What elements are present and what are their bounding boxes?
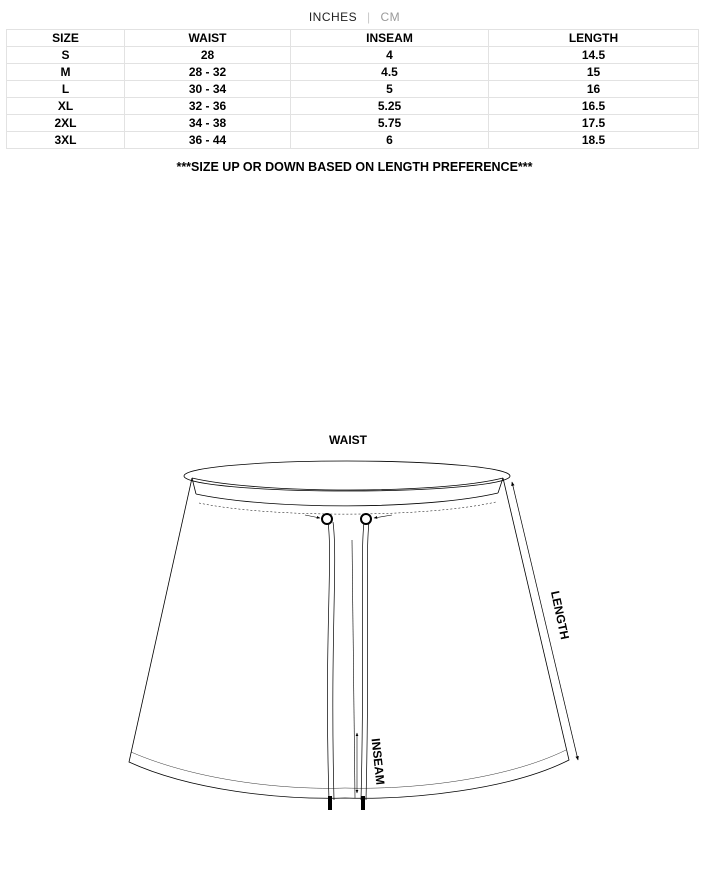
cell-length: 14.5 — [489, 47, 699, 64]
cell-waist: 30 - 34 — [125, 81, 291, 98]
waist-label: WAIST — [329, 433, 367, 447]
unit-inches-tab[interactable]: INCHES — [308, 10, 358, 24]
sizing-note: ***SIZE UP OR DOWN BASED ON LENGTH PREFERENCE*** — [176, 160, 533, 174]
grommet-arrow-right — [374, 515, 392, 518]
cell-length: 15 — [489, 64, 699, 81]
cell-inseam: 5.25 — [291, 98, 489, 115]
cell-size: S — [7, 47, 125, 64]
cell-size: L — [7, 81, 125, 98]
cell-length: 18.5 — [489, 132, 699, 149]
grommet-left — [322, 514, 332, 524]
unit-cm-tab[interactable]: CM — [380, 10, 401, 24]
length-label: LENGTH — [547, 589, 572, 641]
unit-toggle — [0, 10, 709, 24]
drawstring-right-inner — [366, 522, 369, 800]
cell-inseam: 4.5 — [291, 64, 489, 81]
cell-inseam: 5 — [291, 81, 489, 98]
unit-separator: | — [367, 10, 371, 24]
size-chart-table — [6, 29, 699, 149]
table-row — [7, 81, 699, 98]
shorts-body-outline — [129, 478, 569, 798]
drawstring-left — [327, 522, 329, 800]
shorts-measurement-diagram — [0, 420, 709, 820]
drawstring-right — [361, 522, 364, 800]
cell-size: 3XL — [7, 132, 125, 149]
cell-waist: 28 — [125, 47, 291, 64]
drawstring-tip-right — [361, 796, 365, 810]
cell-waist: 36 - 44 — [125, 132, 291, 149]
cell-size: 2XL — [7, 115, 125, 132]
cell-waist: 28 - 32 — [125, 64, 291, 81]
table-row — [7, 115, 699, 132]
hem-line — [131, 750, 566, 788]
drawstring-left-inner — [333, 522, 335, 800]
cell-size: XL — [7, 98, 125, 115]
cell-size: M — [7, 64, 125, 81]
inseam-label: INSEAM — [368, 737, 388, 786]
cell-length: 16.5 — [489, 98, 699, 115]
waist-measure-ellipse — [184, 461, 510, 491]
cell-inseam: 4 — [291, 47, 489, 64]
table-row — [7, 47, 699, 64]
grommet-arrow-left — [305, 515, 320, 518]
drawstring-tip-left — [328, 796, 332, 810]
cell-length: 17.5 — [489, 115, 699, 132]
cell-waist: 32 - 36 — [125, 98, 291, 115]
header-inseam: INSEAM — [291, 30, 489, 47]
waistband-outline — [192, 478, 503, 506]
cell-waist: 34 - 38 — [125, 115, 291, 132]
table-row — [7, 98, 699, 115]
header-length: LENGTH — [489, 30, 699, 47]
header-waist: WAIST — [125, 30, 291, 47]
table-row — [7, 132, 699, 149]
cell-inseam: 6 — [291, 132, 489, 149]
table-header-row — [7, 30, 699, 47]
header-size: SIZE — [7, 30, 125, 47]
cell-inseam: 5.75 — [291, 115, 489, 132]
cell-length: 16 — [489, 81, 699, 98]
inseam-seam — [352, 540, 355, 798]
waistband-stitch — [199, 502, 496, 514]
grommet-right — [361, 514, 371, 524]
table-row — [7, 64, 699, 81]
